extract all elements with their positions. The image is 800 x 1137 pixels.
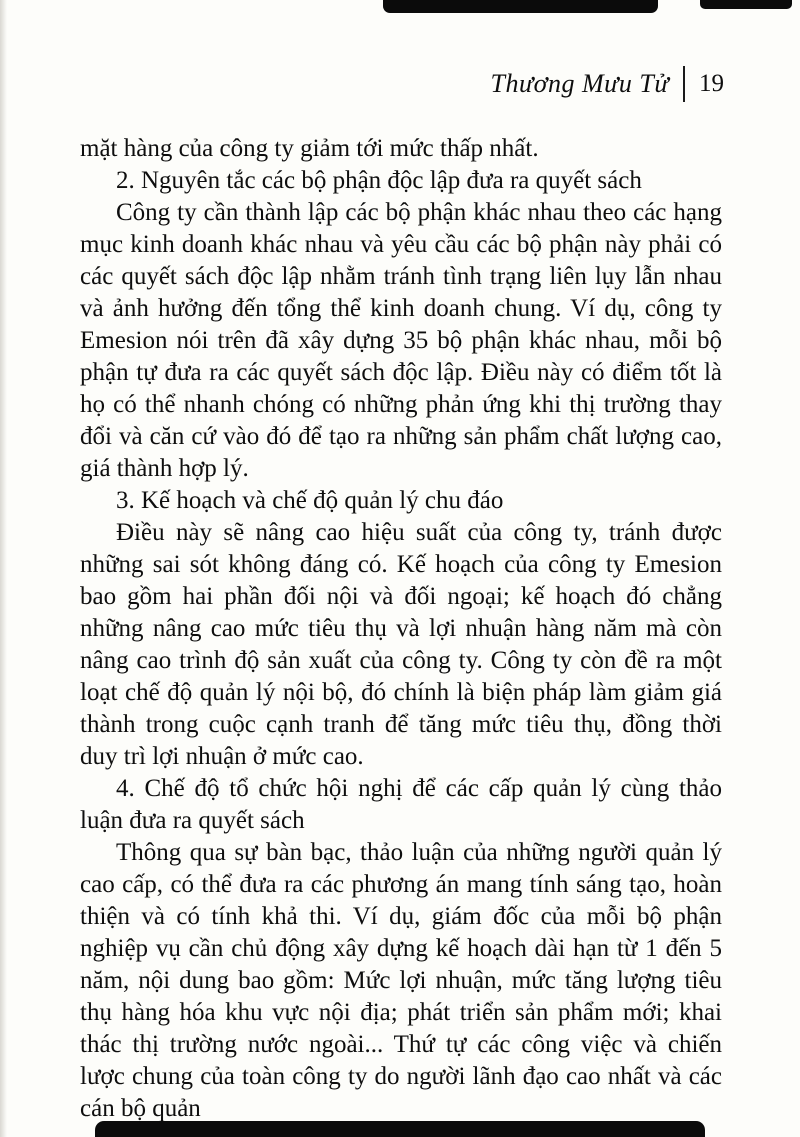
paragraph-section-2: Công ty cần thành lập các bộ phận khác nhau theo các hạng mục kinh doanh khác nhau và yêu cầu các bộ phận này phải có các quyết sách độc lập nhằm tránh tình trạng liên lụy lẫn nhau và ảnh hưởng đến tổng thể kinh doanh chung. Ví dụ, công ty Emesion nói trên đã xây dựng 35 bộ phận khác nhau, mỗi bộ phận tự đưa ra các quyết sách độc lập. Điều này có điểm tốt là họ có thể nhanh chóng có những phản ứng khi thị trường thay đổi và căn cứ vào đó để tạo ra những sản phẩm chất lượng cao, giá thành hợp lý. <box>80 199 722 482</box>
page-number: 19 <box>699 70 724 97</box>
running-title: Thương Mưu Tử <box>490 69 669 98</box>
body-text <box>80 133 722 1125</box>
scan-edge-shadow <box>0 0 7 1137</box>
section-heading-3: 3. Kế hoạch và chế độ quản lý chu đáo <box>116 487 504 514</box>
header-divider <box>683 66 685 102</box>
scan-artifact-top-right <box>700 0 792 9</box>
section-heading-4: 4. Chế độ tổ chức hội nghị để các cấp quản lý cùng thảo luận đưa ra quyết sách <box>80 775 722 834</box>
page-header <box>491 66 725 102</box>
scan-artifact-top-left <box>383 0 658 13</box>
paragraph-section-3: Điều này sẽ nâng cao hiệu suất của công ty, tránh được những sai sót không đáng có. Kế hoạch của công ty Emesion bao gồm hai phần đối nội và đối ngoại; kế hoạch đó chẳng những nâng cao mức tiêu thụ và lợi nhuận hàng năm mà còn nâng cao trình độ sản xuất của công ty. Công ty còn đề ra một loạt chế độ quản lý nội bộ, đó chính là biện pháp làm giảm giá thành trong cuộc cạnh tranh để tăng mức tiêu thụ, đồng thời duy trì lợi nhuận ở mức cao. <box>80 519 722 770</box>
paragraph-section-4: Thông qua sự bàn bạc, thảo luận của những người quản lý cao cấp, có thể đưa ra các phương án mang tính sáng tạo, hoàn thiện và có tính khả thi. Ví dụ, giám đốc của mỗi bộ phận nghiệp vụ cần chủ động xây dựng kế hoạch dài hạn từ 1 đến 5 năm, nội dung bao gồm: Mức lợi nhuận, mức tăng lượng tiêu thụ hàng hóa khu vực nội địa; phát triển sản phẩm mới; khai thác thị trường nước ngoài... Thứ tự các công việc và chiến lược chung của toàn công ty do người lãnh đạo cao nhất và các cán bộ quản <box>80 839 722 1122</box>
paragraph-continuation: mặt hàng của công ty giảm tới mức thấp nhất. <box>80 135 539 162</box>
section-heading-2: 2. Nguyên tắc các bộ phận độc lập đưa ra quyết sách <box>116 167 642 194</box>
